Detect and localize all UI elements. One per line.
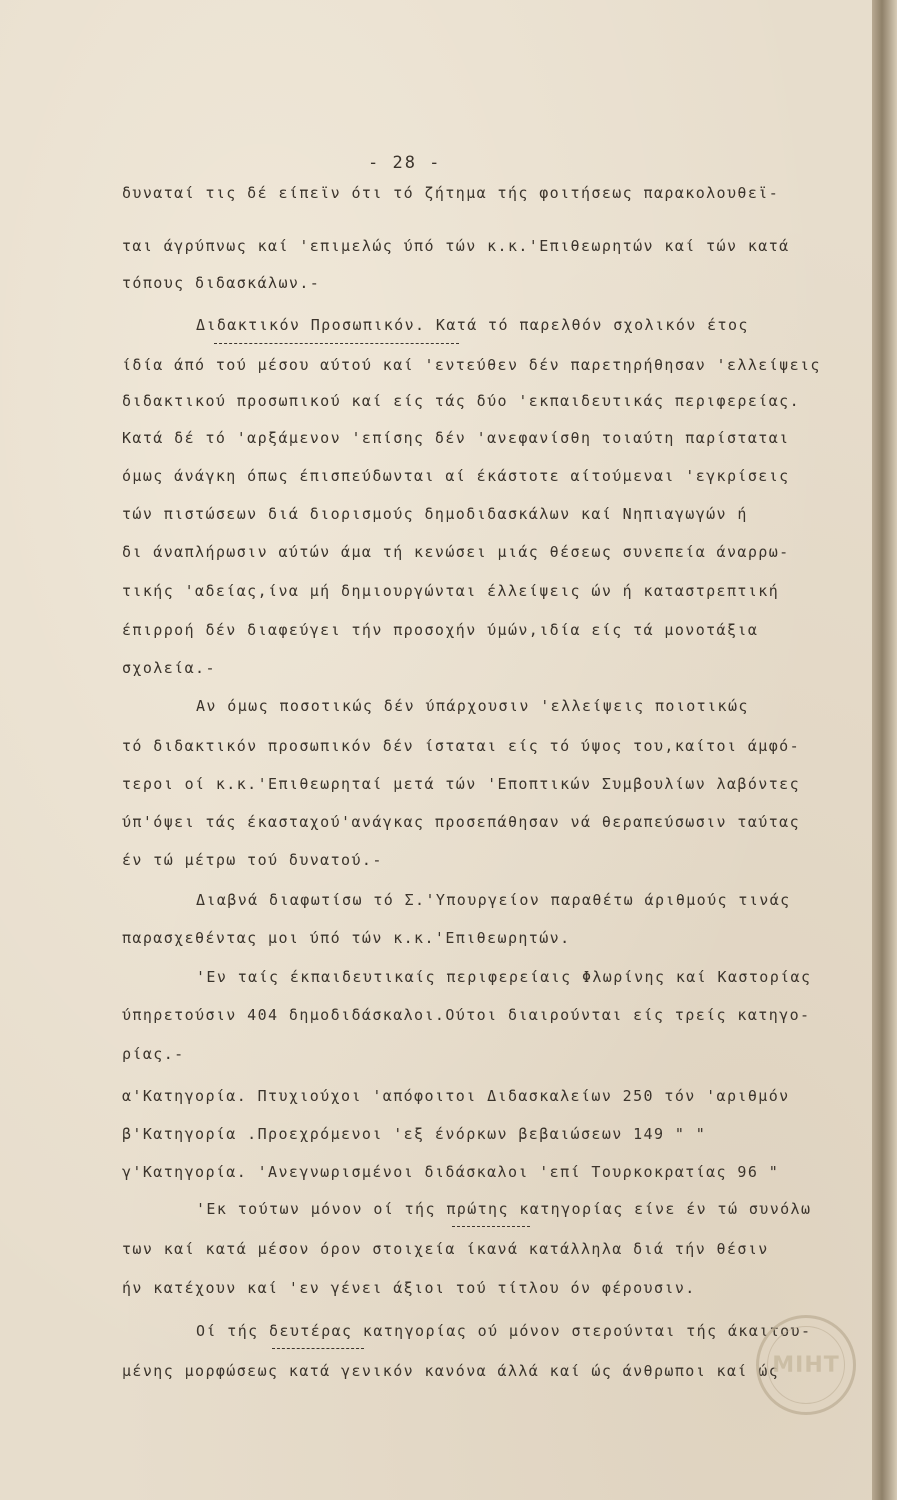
- archive-stamp: [756, 1315, 856, 1415]
- text-line: έπιρροή δέν διαφεύγει τήν προσοχήν ύμών,ιδία είς τά μονοτάξια: [122, 621, 759, 639]
- word-underline: [272, 1348, 364, 1349]
- text-line: τεροι οί κ.κ.'Επιθεωρηταί μετά τών 'Εποπτικών Συμβουλίων λαβόντες: [122, 775, 800, 793]
- text-line: δι άναπλήρωσιν αύτών άμα τή κενώσει μιάς θέσεως συνεπεία άναρρω-: [122, 543, 790, 561]
- text-line: Κατά δέ τό 'αρξάμενον 'επίσης δέν 'ανεφανίσθη τοιαύτη παρίσταται: [122, 429, 790, 447]
- text-line: δυναταί τις δέ είπεϊν ότι τό ζήτημα τής φοιτήσεως παρακολουθεϊ-: [122, 184, 780, 202]
- text-line: ται άγρύπνως καί 'επιμελώς ύπό τών κ.κ.'Επιθεωρητών καί τών κατά: [122, 237, 790, 255]
- text-line: ρίας.-: [122, 1045, 185, 1063]
- category-line: β'Κατηγορία .Προεχρόμενοι 'εξ ένόρκων βεβαιώσεων 149 " ": [122, 1125, 707, 1143]
- heading-underline: [214, 343, 459, 344]
- text-line: Διαβνά διαφωτίσω τό Σ.'Υπουργείον παραθέτω άριθμούς τινάς: [196, 891, 791, 909]
- category-line: α'Κατηγορία. Πτυχιούχοι 'απόφοιτοι Διδασκαλείων 250 τόν 'αριθμόν: [122, 1087, 790, 1105]
- archive-stamp-ring: [767, 1326, 845, 1404]
- archive-stamp-text: ΜΙΗΤ: [772, 1352, 840, 1378]
- text-line: ύπ'όψει τάς έκασταχού'ανάγκας προσεπάθησαν νά θεραπεύσωσιν ταύτας: [122, 813, 800, 831]
- text-line: διδακτικού προσωπικού καί είς τάς δύο 'εκπαιδευτικάς περιφερείας.: [122, 392, 800, 410]
- text-line: έν τώ μέτρω τού δυνατού.-: [122, 851, 383, 869]
- word-underline: [452, 1226, 530, 1227]
- text-line: σχολεία.-: [122, 659, 216, 677]
- category-line: γ'Κατηγορία. 'Ανεγνωρισμένοι διδάσκαλοι 'επί Τουρκοκρατίας 96 ": [122, 1163, 780, 1181]
- text-line: 'Εκ τούτων μόνον οί τής πρώτης κατηγορίας είνε έν τώ συνόλω: [196, 1200, 812, 1218]
- text-line: Αν όμως ποσοτικώς δέν ύπάρχουσιν 'ελλείψεις ποιοτικώς: [196, 697, 749, 715]
- text-line: παρασχεθέντας μοι ύπό τών κ.κ.'Επιθεωρητών.: [122, 929, 571, 947]
- text-line: ίδία άπό τού μέσου αύτού καί 'εντεύθεν δέν παρετηρήθησαν 'ελλείψεις: [122, 356, 821, 374]
- text-line: Οί τής δευτέρας κατηγορίας ού μόνον στερούνται τής άκαιτου-: [196, 1322, 812, 1340]
- text-line: των καί κατά μέσον όρον στοιχεία ίκανά κατάλληλα διά τήν θέσιν: [122, 1240, 769, 1258]
- text-line: τών πιστώσεων διά διορισμούς δημοδιδασκάλων καί Νηπιαγωγών ή: [122, 505, 748, 523]
- text-line: μένης μορφώσεως κατά γενικόν κανόνα άλλά καί ώς άνθρωποι καί ώς: [122, 1362, 780, 1380]
- text-line: ύπηρετούσιν 404 δημοδιδάσκαλοι.Ούτοι διαιρούνται είς τρείς κατηγο-: [122, 1006, 811, 1024]
- text-line: ήν κατέχουν καί 'εν γένει άξιοι τού τίτλου όν φέρουσιν.: [122, 1279, 696, 1297]
- section-heading-line: Διδακτικόν Προσωπικόν. Κατά τό παρελθόν σχολικόν έτος: [196, 316, 749, 334]
- text-line: τόπους διδασκάλων.-: [122, 274, 321, 292]
- text-line: τικής 'αδείας,ίνα μή δημιουργώνται έλλείψεις ών ή καταστρεπτική: [122, 582, 780, 600]
- page-number: - 28 -: [368, 153, 442, 173]
- text-line: όμως άνάγκη όπως έπισπεύδωνται αί έκάστοτε αίτούμεναι 'εγκρίσεις: [122, 467, 790, 485]
- text-line: τό διδακτικόν προσωπικόν δέν ίσταται είς τό ύψος του,καίτοι άμφό-: [122, 737, 800, 755]
- page-edge-shadow: [872, 0, 897, 1500]
- text-line: 'Εν ταίς έκπαιδευτικαίς περιφερείαις Φλωρίνης καί Καστορίας: [196, 968, 812, 986]
